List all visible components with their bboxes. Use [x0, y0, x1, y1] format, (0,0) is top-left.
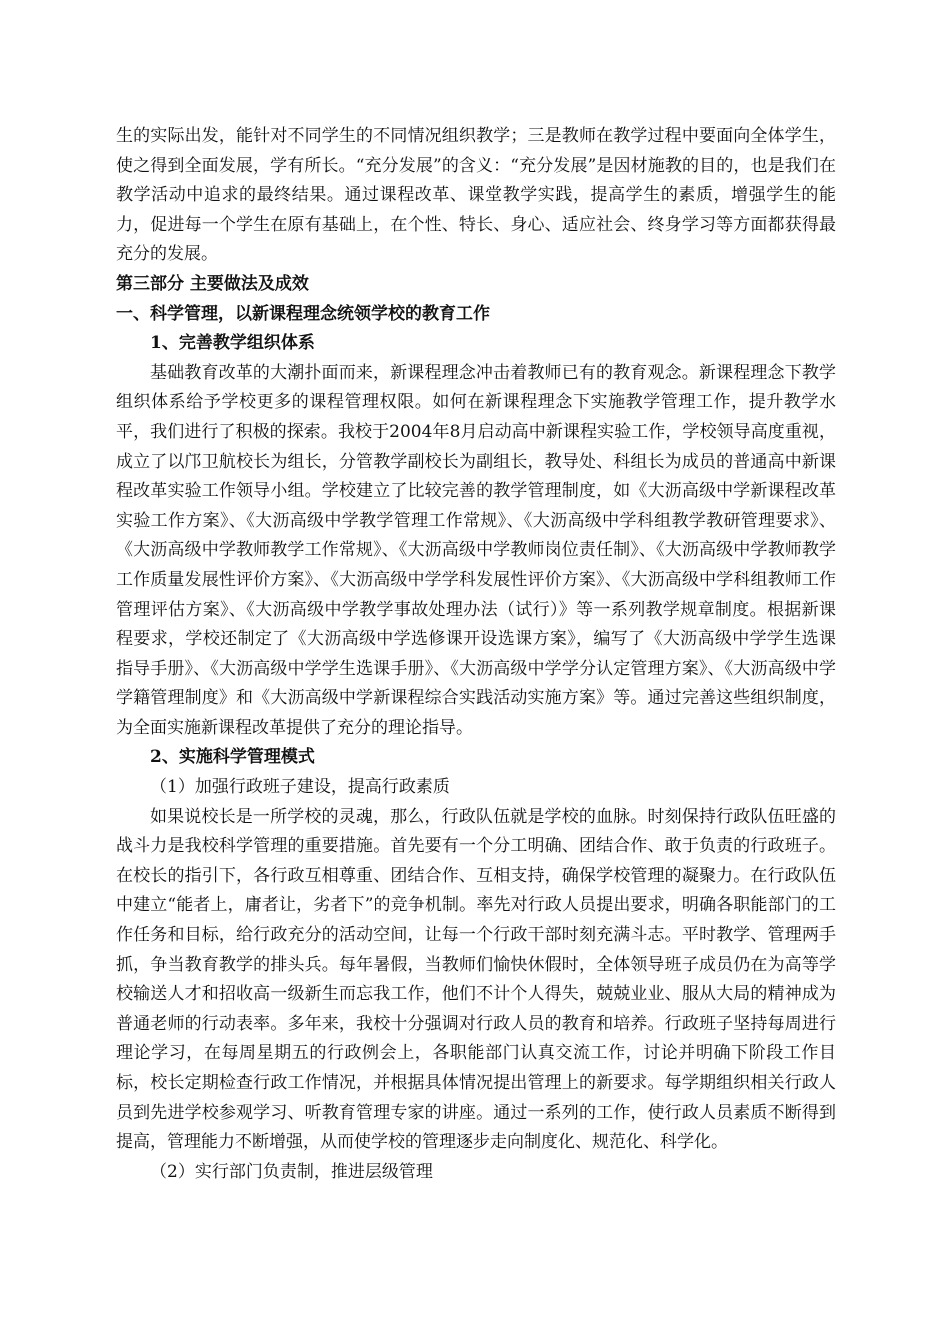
section-title: 第三部分 主要做法及成效 [116, 273, 309, 294]
heading-management-mode: 2、实施科学管理模式 [150, 747, 315, 768]
paragraph-admin-team: 如果说校长是一所学校的灵魂，那么，行政队伍就是学校的血脉。时刻保持行政队伍旺盛的战斗力是我校科学管理的重要措施。首先要有一个分工明确、团结合作、敢于负责的行政班子。在校长的指引下，各行政互相尊重、团结合作、互相支持，确保学校管理的凝聚力。在行政队伍中建立“能者上，庸者让，劣者下”的竞争机制。率先对行政人员提出要求，明确各职能部门的工作任务和目标，给行政充分的活动空间，让每一个行政干部时刻充满斗志。平时教学、管理两手抓，争当教育教学的排头兵。每年暑假，当教师们愉快休假时，全体领导班子成员仍在为高等学校输送人才和招收高一级新生而忘我工作，他们不计个人得失，兢兢业业、服从大局的精神成为普通老师的行动表率。多年来，我校十分强调对行政人员的教育和培养。行政班子坚持每周进行理论学习，在每周星期五的行政例会上，各职能部门认真交流工作，讨论并明确下阶段工作目标，校长定期检查行政工作情况，并根据具体情况提出管理上的新要求。每学期组织相关行政人员到先进学校参观学习、听教育管理专家的讲座。通过一系列的工作，使行政人员素质不断得到提高，管理能力不断增强，从而使学校的管理逐步走向制度化、规范化、科学化。 [116, 806, 836, 1153]
paragraph-organization-system: 基础教育改革的大潮扑面而来，新课程理念冲击着教师已有的教育观念。新课程理念下教学组织体系给予学校更多的课程管理权限。如何在新课程理念下实施教学管理工作，提升教学水平，我们进行了积极的探索。我校于2004年8月启动高中新课程实验工作，学校领导高度重视，成立了以邝卫航校长为组长，分管教学副校长为副组长，教导处、科组长为成员的普通高中新课程改革实验工作领导小组。学校建立了比较完善的教学管理制度，如《大沥高级中学新课程改革实验工作方案》、《大沥高级中学教学管理工作常规》、《大沥高级中学科组教学教研管理要求》、《大沥高级中学教师教学工作常规》、《大沥高级中学教师岗位责任制》、《大沥高级中学教师教学工作质量发展性评价方案》、《大沥高级中学学科发展性评价方案》、《大沥高级中学科组教师工作管理评估方案》、《大沥高级中学教学事故处理办法（试行）》等一系列教学规章制度。根据新课程要求，学校还制定了《大沥高级中学选修课开设选课方案》，编写了《大沥高级中学学生选课指导手册》、《大沥高级中学学生选课手册》、《大沥高级中学学分认定管理方案》、《大沥高级中学学籍管理制度》和《大沥高级中学新课程综合实践活动实施方案》等。通过完善这些组织制度，为全面实施新课程改革提供了充分的理论指导。 [116, 362, 836, 738]
document-body [116, 122, 836, 1187]
heading-organization-system: 1、完善教学组织体系 [150, 333, 315, 354]
intro-paragraph: 生的实际出发，能针对不同学生的不同情况组织教学；三是教师在教学过程中要面向全体学生，使之得到全面发展，学有所长。“充分发展”的含义：“充分发展”是因材施教的目的，也是我们在教学活动中追求的最终结果。通过课程改革、课堂教学实践，提高学生的素质，增强学生的能力，促进每一个学生在原有基础上，在个性、特长、身心、适应社会、终身学习等方面都获得最充分的发展。 [116, 126, 836, 265]
subheading-admin-team: （1）加强行政班子建设，提高行政素质 [150, 777, 450, 798]
heading-level-1: 一、科学管理，以新课程理念统领学校的教育工作 [116, 303, 490, 324]
subheading-department-responsibility: （2）实行部门负责制，推进层级管理 [150, 1161, 433, 1182]
